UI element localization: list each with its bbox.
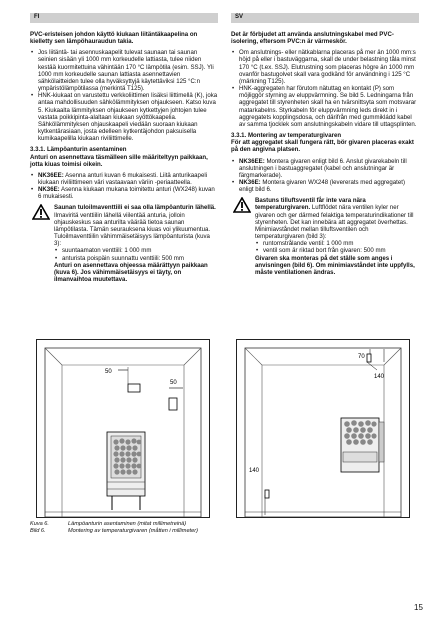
section-intro: För att aggregatet skall fungera rätt, bör givaren placeras exakt på den angivna platsen. [231,139,414,154]
warning-conclusion: Givaren ska monteras på det ställe som anges i anvisningen (bild 6). Om minimiavståndet inte uppfylls, måste ventilationen ändras. [255,254,415,276]
list-item: • anturista poispäin suunnattu venttiili: 500 mm [54,255,218,262]
pvc-warning: Det är förbjudet att använda anslutningskabel med PVC-isolering, eftersom PVC:n är värmeskör. [231,31,394,46]
model-instruction: Montera givaren WX248 (levererats med aggregatet) enligt bild 6. [239,178,405,194]
page-number: 15 [414,603,423,612]
dim-label: 50 [105,369,112,375]
section-title: 3.3.1. Lämpöanturin asentaminen [30,146,127,154]
figure-caption-fi [30,521,186,528]
warning-conclusion: Anturi on asennettava ohjeessa määrättyyn paikkaan (kuva 6). Jos vähimmäisetäisyys ei täyty, on ilmanvaihtoa muutettava. [54,261,208,283]
language-code: SV [235,14,244,20]
list-item [231,158,419,179]
dim-label: 140 [374,374,385,380]
dim-label: 70 [358,354,365,360]
model-name: NK36E: [38,186,60,194]
warning-title: Saunan tuloilmaventtiili ei saa olla lämpöanturin lähellä. [54,204,216,212]
list-item [30,186,218,200]
dim-label: 140 [249,468,260,474]
list-item: • Om anslutnings- eller nätkablarna placeras på mer än 1000 mm:s höjd på eller i bastuväggarna, skall de under belastning tåla minst 170 °C (t.ex. SSJ). Elutrustning som placeras högre än 1000 mm ovanför bastugolvet skall vara godkänd för användning i 125 °C (märkning T125). [231,49,419,85]
section-intro: Anturi on asennettava täsmälleen sille määriteltyyn paikkaan, jotta kiuas toimisi oikein. [30,153,208,168]
model-instruction: Asenna kiukaan mukana toimitettu anturi (WX248) kuvan 6 mukaisesti. [38,186,215,201]
language-code: FI [34,14,40,20]
list-item [30,172,218,186]
model-name: NK36EE: [38,171,64,179]
warning-block [231,197,419,276]
model-name: NK36E: [239,178,261,186]
list-item: • runtomstrålande ventil: 1 000 mm [255,240,419,247]
cable-requirements-list [30,49,218,142]
warning-icon [233,197,251,213]
cable-requirements-list [231,49,419,128]
warning-block [30,204,218,283]
pvc-warning: PVC-eristeisen johdon käyttö kiukaan liitäntäkaapelina on kielletty sen lämpöhauraudun takia. [30,31,198,46]
warning-text: Ilmaviritä venttiilin lähellä viilentää anturia, jolloin ohjauskeskus saa anturilta väärää tietoa saunan lämpötilasta. Tämän seurauksena kiuas voi ylikuumentua. Tuloilmaventtiilin vähimmäisetäisyys lämpöanturista (kuva 3): [54,211,211,248]
swedish-column [231,31,419,280]
caption-text: Lämpöanturin asentaminen (mitat millimetreinä) [68,521,187,527]
caption-label: Bild 6. [30,528,46,534]
caption-text: Montering av temperaturgivaren (måtten i millimeter) [68,528,198,534]
model-list [30,172,218,201]
distance-list [54,247,218,261]
list-item [231,179,419,193]
list-item: • Jos liitäntä- tai asennuskaapelit tulevat saunaan tai saunan seinien sisään yli 1000 mm korkeudelle lattiasta, tulee niiden kestää kuormitettuina vähintään 170 °C lämpötila (esim. SSJ). Yli 1000 mm korkeudelle saunan lattiasta asennettavien sähkölaitteiden tulee olla hyväksyttyjä käytettäviksi 125 °C:n ympäristölämpötilassa (merkintä T125). [30,49,218,92]
distance-list [255,240,419,254]
warning-title: Bastuns tilluftsventil får inte vara nära temperaturgivaren. [255,197,366,212]
figure-caption-sv [30,528,198,535]
language-header-fi [30,13,218,23]
model-list [231,158,419,194]
dim-label: 50 [170,380,177,386]
caption-label: Kuva 6. [30,521,49,527]
list-item: • suuntaamaton venttiili: 1 000 mm [54,247,218,254]
model-instruction: Montera givaren enligt bild 6. Anslut givarekabeln till anslutningen i bastuaggregatet (kabel och anslutningar är färgmarkerade). [239,157,407,179]
wall-mount-diagram [37,340,209,517]
warning-text: Luftflödet nära ventilen kyler ner givaren och ger därmed felaktiga temperaturindikationer till styrenheten. Det kan innebära att aggregatet överhettas. Minimiavståndet mellan tilluftsventilen och temperaturgivaren (bild 3): [255,204,414,241]
figure-sensor-on-ceiling [236,339,410,518]
list-item: • HNK-kiukaat on varustettu verkkoliittimen lisäksi liittimellä (K), joka antaa mahdollisuuden sähkölämmityksen ohjaukseen. Katso kuva 5. Kiukaalta lämmityksen ohjaukseen kytkettyjen johtojen tulee vastata poikkipinta-alaltaan kiukaan syöttökaapelia. Sähkölämmityksen ohjauskaapeli viedään suoraan kiukaan kytkentärasiaan, josta edelleen kytkentäjohdon paksuisella kumikaapelilla kiukaan riviliittimelle. [30,92,218,142]
warning-icon [32,204,50,220]
section-title: 3.3.1. Montering av temperaturgivaren [231,132,342,140]
model-instruction: Asenna anturi kuvan 6 mukaisesti. Liitä anturikaapeli kiukaan riviliittimeen väri vastaavaan väriin -periaatteella. [38,171,208,186]
list-item: • HNK-aggregaten har förutom nätuttag en kontakt (P) som möjliggör styrning av eluppvärmning. Se bild 5. Ledningarna från aggregatet till styrenheten skall ha en tvärsnittsyta som motsvarar matarkabelns. Styrkabeln för eluppvärmning leds direkt in i aggregatets kopplingsdosa, och därifrån med gummikládd kabel av samma tjocklek som anslutningskabeln vidare till uttagsplinten. [231,85,419,128]
model-name: NK36EE: [239,157,265,165]
list-item: • ventil som är riktad bort från givaren: 500 mm [255,247,419,254]
ceiling-mount-diagram [237,340,409,517]
figure-sensor-on-wall [36,339,210,518]
language-header-sv [231,13,419,23]
finnish-column [30,31,218,287]
